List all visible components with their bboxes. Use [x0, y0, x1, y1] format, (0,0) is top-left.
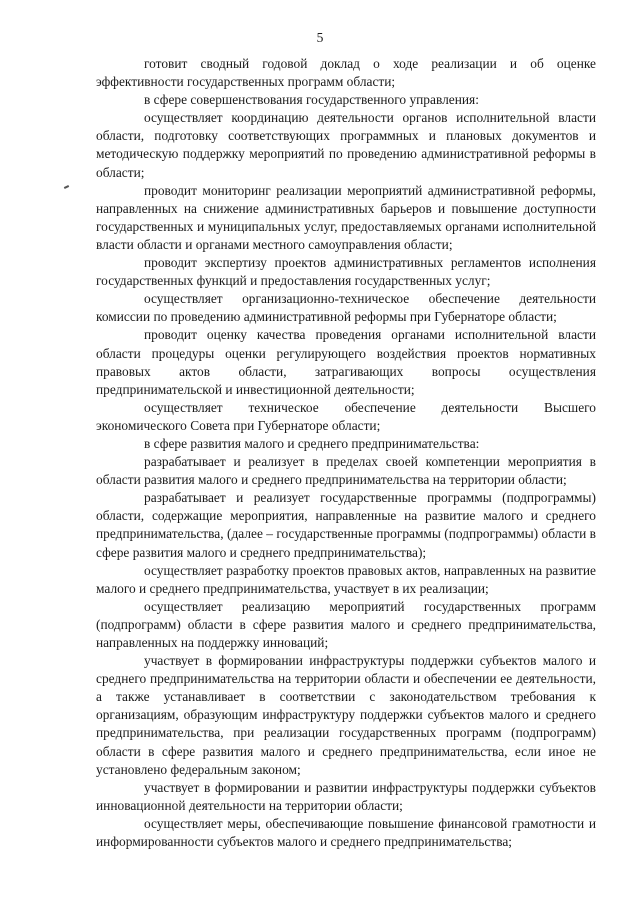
- paragraph: осуществляет организационно-техническое обеспечение деятельности комиссии по проведению административной реформы при Губернаторе области;: [96, 291, 596, 325]
- paragraph: проводит мониторинг реализации мероприятий административной реформы, направленных на снижение административных барьеров и повышение доступности государственных и муниципальных услуг, предоставляемых органами исполнительной власти области и органами местного самоуправления области;: [96, 182, 596, 252]
- paragraph: участвует в формировании инфраструктуры поддержки субъектов малого и среднего предпринимательства на территории области и обеспечении ее деятельности, а также устанавливает в соответствии с законодательством требования к организациям, образующим инфраструктуру поддержки субъектов малого и среднего предпринимательства, при реализации государственных программ (подпрограмм) области в сфере развития малого и среднего предпринимательства, если иное не установлено федеральным законом;: [96, 653, 596, 777]
- paragraph: проводит экспертизу проектов административных регламентов исполнения государственных функций и предоставления государственных услуг;: [96, 255, 596, 289]
- paragraph: разрабатывает и реализует государственные программы (подпрограммы) области, содержащие мероприятия, направленные на развитие малого и среднего предпринимательства, (далее – государственные программы (подпрограммы) области в сфере развития малого и среднего предпринимательства);: [96, 490, 596, 560]
- paragraph: осуществляет разработку проектов правовых актов, направленных на развитие малого и среднего предпринимательства, участвует в их реализации;: [96, 562, 596, 596]
- page-number: 5: [316, 30, 324, 45]
- paragraph: проводит оценку качества проведения органами исполнительной власти области процедуры оценки регулирующего воздействия проектов нормативных правовых актов области, затрагивающих вопросы осуществления предпринимательской и инвестиционной деятельности;: [96, 327, 596, 397]
- paragraph: участвует в формировании и развитии инфраструктуры поддержки субъектов инновационной деятельности на территории области;: [96, 779, 596, 813]
- paragraph: в сфере совершенствования государственного управления:: [144, 92, 479, 108]
- paragraph: осуществляет техническое обеспечение деятельности Высшего экономического Совета при Губернаторе области;: [96, 399, 596, 433]
- scan-mark: [64, 185, 69, 189]
- paragraph: осуществляет меры, обеспечивающие повышение финансовой грамотности и информированности субъектов малого и среднего предпринимательства;: [96, 815, 596, 850]
- paragraph: осуществляет координацию деятельности органов исполнительной власти области, подготовку соответствующих программных и плановых документов и методическую поддержку мероприятий по проведению административной реформы в области;: [96, 110, 596, 180]
- paragraph: разрабатывает и реализует в пределах своей компетенции мероприятия в области развития малого и среднего предпринимательства на территории области;: [96, 454, 596, 488]
- paragraph: в сфере развития малого и среднего предпринимательства:: [144, 435, 480, 451]
- paragraph: осуществляет реализацию мероприятий государственных программ (подпрограмм) области в сфере развития малого и среднего предпринимательства, направленных на поддержку инноваций;: [96, 598, 596, 650]
- paragraph: готовит сводный годовой доклад о ходе реализации и об оценке эффективности государственных программ области;: [96, 56, 596, 90]
- document-body: [96, 55, 596, 851]
